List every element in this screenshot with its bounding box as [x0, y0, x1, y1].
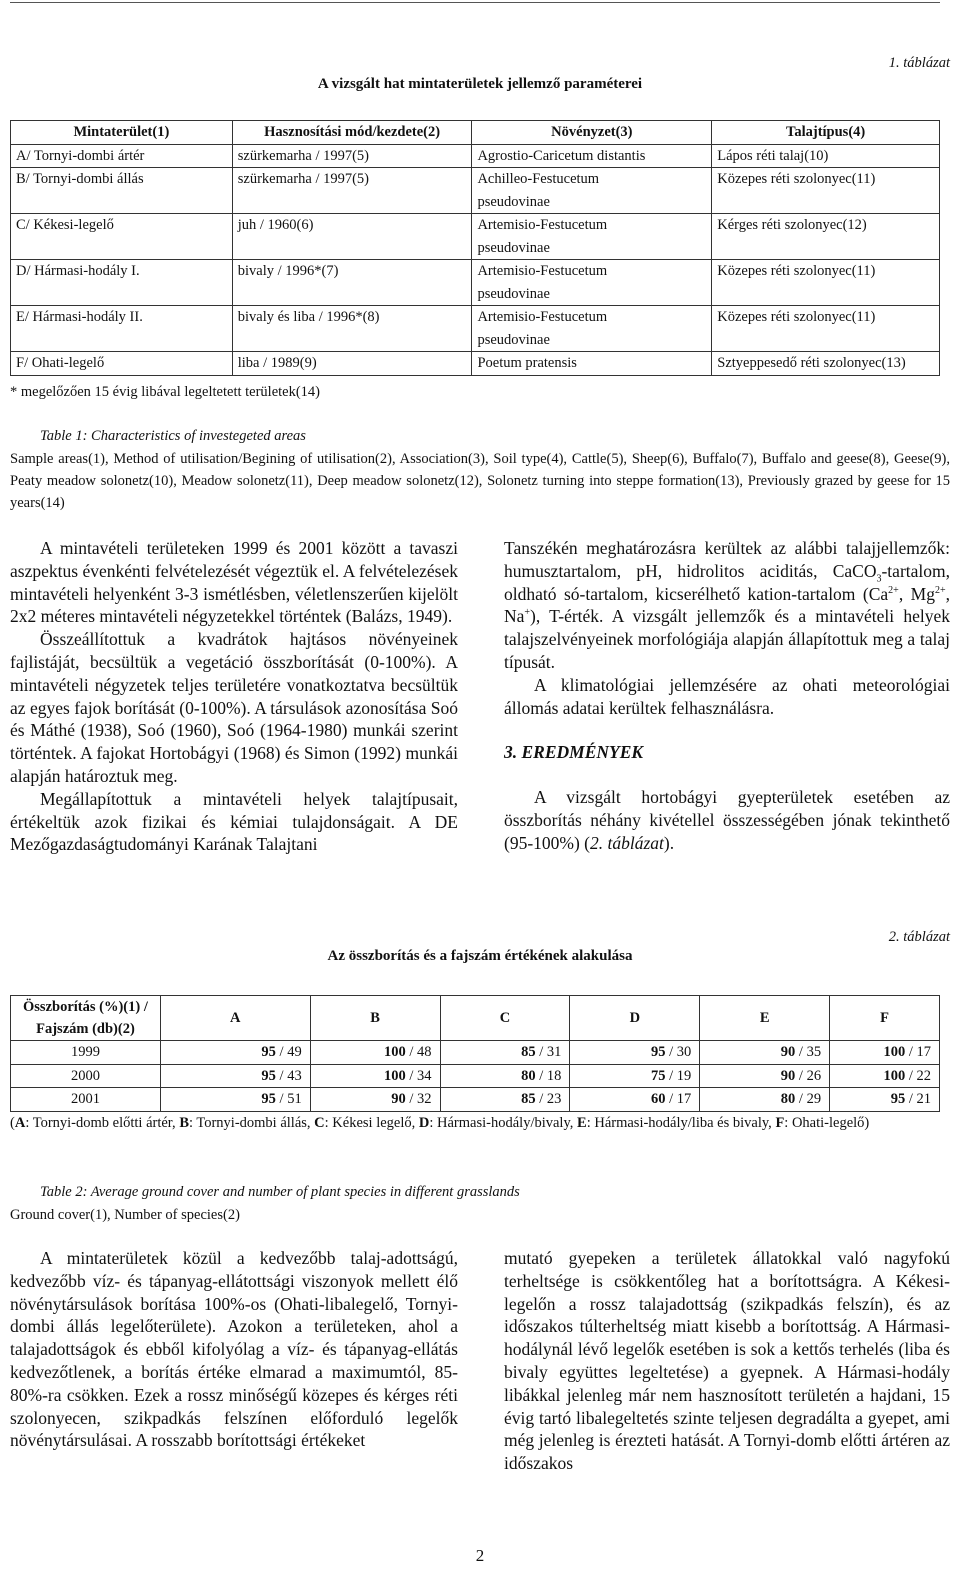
table-cell: Lápos réti talaj(10): [712, 144, 940, 168]
paragraph: Megállapítottuk a mintavételi helyek talajtípusait, értékeltük azok fizikai és kémiai tulajdonságait. A DE Mezőgazdaságtudományi Karának Talajtani: [10, 788, 458, 855]
table2-title: Az összborítás és a fajszám értékének alakulása: [327, 948, 633, 964]
table2-legend: (A: Tornyi-domb előtti ártér, B: Tornyi-dombi állás, C: Kékesi legelő, D: Hármasi-hodály/bivaly, E: Hármasi-hodály/liba és bivaly, F: Ohati-legelő): [10, 1115, 870, 1131]
table-cell: 75 / 19: [570, 1064, 700, 1088]
paragraph: A vizsgált hortobágyi gyepterületek esetében az összborítás néhány kivétellel összességében jónak tekinthető (95-100%) (2. táblázat).: [504, 787, 950, 853]
table-row: [11, 168, 940, 214]
table2-label: 2. táblázat: [888, 929, 950, 945]
table-row: [11, 1088, 940, 1112]
table-row: [11, 144, 940, 168]
table-row: [11, 260, 940, 306]
table-cell: szürkemarha / 1997(5): [232, 144, 472, 168]
table-cell: Poetum pratensis: [472, 352, 712, 376]
table-cell: 100 / 17: [830, 1041, 940, 1065]
table-cell: Agrostio-Caricetum distantis: [472, 144, 712, 168]
table-cell: 80 / 29: [700, 1088, 830, 1112]
table-cell: liba / 1989(9): [232, 352, 472, 376]
table1-label: 1. táblázat: [888, 55, 950, 71]
table-cell: 80 / 18: [440, 1064, 570, 1088]
table-cell: 60 / 17: [570, 1088, 700, 1112]
table-row: [11, 352, 940, 376]
table1-header-row: [11, 121, 940, 145]
table-cell: juh / 1960(6): [232, 214, 472, 260]
section-heading: 3. EREDMÉNYEK: [504, 742, 644, 763]
table-row: [11, 1064, 940, 1088]
page-number: 2: [475, 1546, 485, 1565]
table-cell: 95 / 43: [160, 1064, 310, 1088]
table-cell: Közepes réti szolonyec(11): [712, 260, 940, 306]
table-cell: F/ Ohati-legelő: [11, 352, 233, 376]
table1-header-cell: Mintaterület(1): [11, 121, 233, 145]
paragraph: Összeállítottuk a kvadrátok hajtásos növényeinek fajlistáját, becsültük a vegetáció összborítását (0-100%). A mintavételi négyzetek teljes területére vonatkoztatva becsültük az egyes fajok borítását (0-100%). A társulások azonosítása Soó és Máthé (1938), Soó (1960), Soó (1964-1980) munkái szerint történtek. A fajokat Hortobágyi (1968) és Simon (1992) munkái alapján határoztuk meg.: [10, 629, 458, 786]
left-column-lower: A mintaterületek közül a kedvezőbb talaj-adottságú, kedvezőbb víz- és tápanyag-ellátottsági viszonyok mellett élő növénytársulások borítása 100%-os (Ohati-libalegelő, Tornyi-dombi állás legelőterülete). Azokon a területeken, ahol a talajadottságok és ebből kifolyólag a víz- és tápanyag-ellátás kedvezőtlenek, a borítás értéke elmarad a maximumtól, 85-80%-ra csökken. Ezek a rossz minőségű közepes és kérges réti szolonyecen, szikpadkás felszínen előforduló legelők növénytársulásai. A rosszabb borítottsági értékeket: [10, 1248, 458, 1451]
right-column-upper: [504, 537, 950, 855]
table-cell: 85 / 23: [440, 1088, 570, 1112]
table-cell: 95 / 49: [160, 1041, 310, 1065]
table1-header-cell: Növényzet(3): [472, 121, 712, 145]
table1-header-cell: Hasznosítási mód/kezdete(2): [232, 121, 472, 145]
table-cell: bivaly és liba / 1996*(8): [232, 306, 472, 352]
table-cell: Közepes réti szolonyec(11): [712, 168, 940, 214]
table1-footnote: * megelőzően 15 évig libával legeltetett területek(14): [10, 384, 321, 400]
table-cell: 95 / 51: [160, 1088, 310, 1112]
table2-en-legend: Ground cover(1), Number of species(2): [10, 1207, 240, 1223]
table2-column-header: A: [160, 996, 310, 1041]
table-cell: 100 / 34: [310, 1064, 440, 1088]
paragraph: Tanszékén meghatározásra kerültek az alábbi talajjellemzők: humusztartalom, pH, hidrolitos aciditás, CaCO$_3$-tartalom, oldható só-tartalom, kicserélhető kation-tartalom ($Ca^{2+}$, $Mg^{2+}$, Na+), T-érték. A vizsgált jellemzők és a mintavételi helyek talajszelvényeinek morfológiája alapján állapítottuk meg a talaj típusát.: [504, 538, 950, 672]
table-cell: 95 / 30: [570, 1041, 700, 1065]
table-cell: E/ Hármasi-hodály II.: [11, 306, 233, 352]
table2-column-header: E: [700, 996, 830, 1041]
table2-column-header: F: [830, 996, 940, 1041]
table1-header-cell: Talajtípus(4): [712, 121, 940, 145]
table-cell: Közepes réti szolonyec(11): [712, 306, 940, 352]
table1-en-caption: Table 1: Characteristics of investegeted areas: [40, 428, 306, 444]
right-column-lower: mutató gyepeken a területek állatokkal való nagyfokú terheltsége is csökkentőleg hat a borítottságra. A Kékesi-legelőn a rossz talajadottság (szikpadkás felszín), és az időszakos túlterheltség miatt kisebb a borítottság. A Hármasi-hodálynál lévő legelők esetében is sok a kettős terhelés (liba és bivaly együttes legeltetése) a gyepnek. A Hármasi-hodály libákkal jelenleg már nem hasznosított területén a hajdani, 15 évig tartó libalegeltetés szinte teljesen degradálta a gyepet, ami még jelenleg is érezteti hatását. A Tornyi-domb előtti ártéren az időszakos: [504, 1248, 950, 1474]
table-cell: 90 / 26: [700, 1064, 830, 1088]
table-cell: B/ Tornyi-dombi állás: [11, 168, 233, 214]
table2-column-header: C: [440, 996, 570, 1041]
paragraph: A mintavételi területeken 1999 és 2001 között a tavaszi aszpektus évenkénti felvételezését végeztük el. A felvételezések mintavételi helyenként 3-3 ismétlésben, véletlenszerűen kijelölt 2x2 méteres mintavételi négyzetekkel történtek (Balázs, 1949).: [10, 538, 458, 627]
table2-header-row: [11, 996, 940, 1041]
table2-en-caption: Table 2: Average ground cover and number of plant species in different grasslands: [40, 1184, 520, 1200]
table-cell: bivaly / 1996*(7): [232, 260, 472, 306]
table-cell: Sztyeppesedő réti szolonyec(13): [712, 352, 940, 376]
table1-en-legend: Sample areas(1), Method of utilisation/Begining of utilisation(2), Association(3), Soil type(4), Cattle(5), Sheep(6), Buffalo(7), Buffalo and geese(8), Geese(9), Peaty meadow solonetz(10), Meadow solonetz(11), Deep meadow solonetz(12), Solonetz turning into steppe formation(13), Previously grazed by geese for 15 years(14): [10, 451, 950, 511]
table-cell: Artemisio-Festucetum pseudovinae: [472, 260, 712, 306]
table-cell: 90 / 35: [700, 1041, 830, 1065]
table-cell: A/ Tornyi-dombi ártér: [11, 144, 233, 168]
table-cell: 100 / 22: [830, 1064, 940, 1088]
table2-column-header: D: [570, 996, 700, 1041]
table-cell: 95 / 21: [830, 1088, 940, 1112]
table-row: [11, 1041, 940, 1065]
year-cell: 2001: [11, 1088, 161, 1112]
table2-corner-header: Összborítás (%)(1) / Fajszám (db)(2): [11, 996, 161, 1041]
table2: [10, 995, 940, 1112]
year-cell: 2000: [11, 1064, 161, 1088]
table-cell: 85 / 31: [440, 1041, 570, 1065]
table-row: [11, 306, 940, 352]
table-cell: Artemisio-Festucetum pseudovinae: [472, 306, 712, 352]
left-column-upper: [10, 537, 458, 856]
table-cell: 100 / 48: [310, 1041, 440, 1065]
table2-column-header: B: [310, 996, 440, 1041]
table1-title: A vizsgált hat mintaterületek jellemző paraméterei: [317, 76, 643, 92]
table-cell: Achilleo-Festucetum pseudovinae: [472, 168, 712, 214]
table-cell: Kérges réti szolonyec(12): [712, 214, 940, 260]
table-cell: C/ Kékesi-legelő: [11, 214, 233, 260]
paragraph: A klimatológiai jellemzésére az ohati meteorológiai állomás adatai kerültek felhasználásra.: [504, 674, 950, 718]
table-cell: D/ Hármasi-hodály I.: [11, 260, 233, 306]
table1: [10, 120, 940, 376]
table-cell: Artemisio-Festucetum pseudovinae: [472, 214, 712, 260]
table-cell: 90 / 32: [310, 1088, 440, 1112]
year-cell: 1999: [11, 1041, 161, 1065]
table-cell: szürkemarha / 1997(5): [232, 168, 472, 214]
table-row: [11, 214, 940, 260]
top-rule: [10, 2, 940, 3]
